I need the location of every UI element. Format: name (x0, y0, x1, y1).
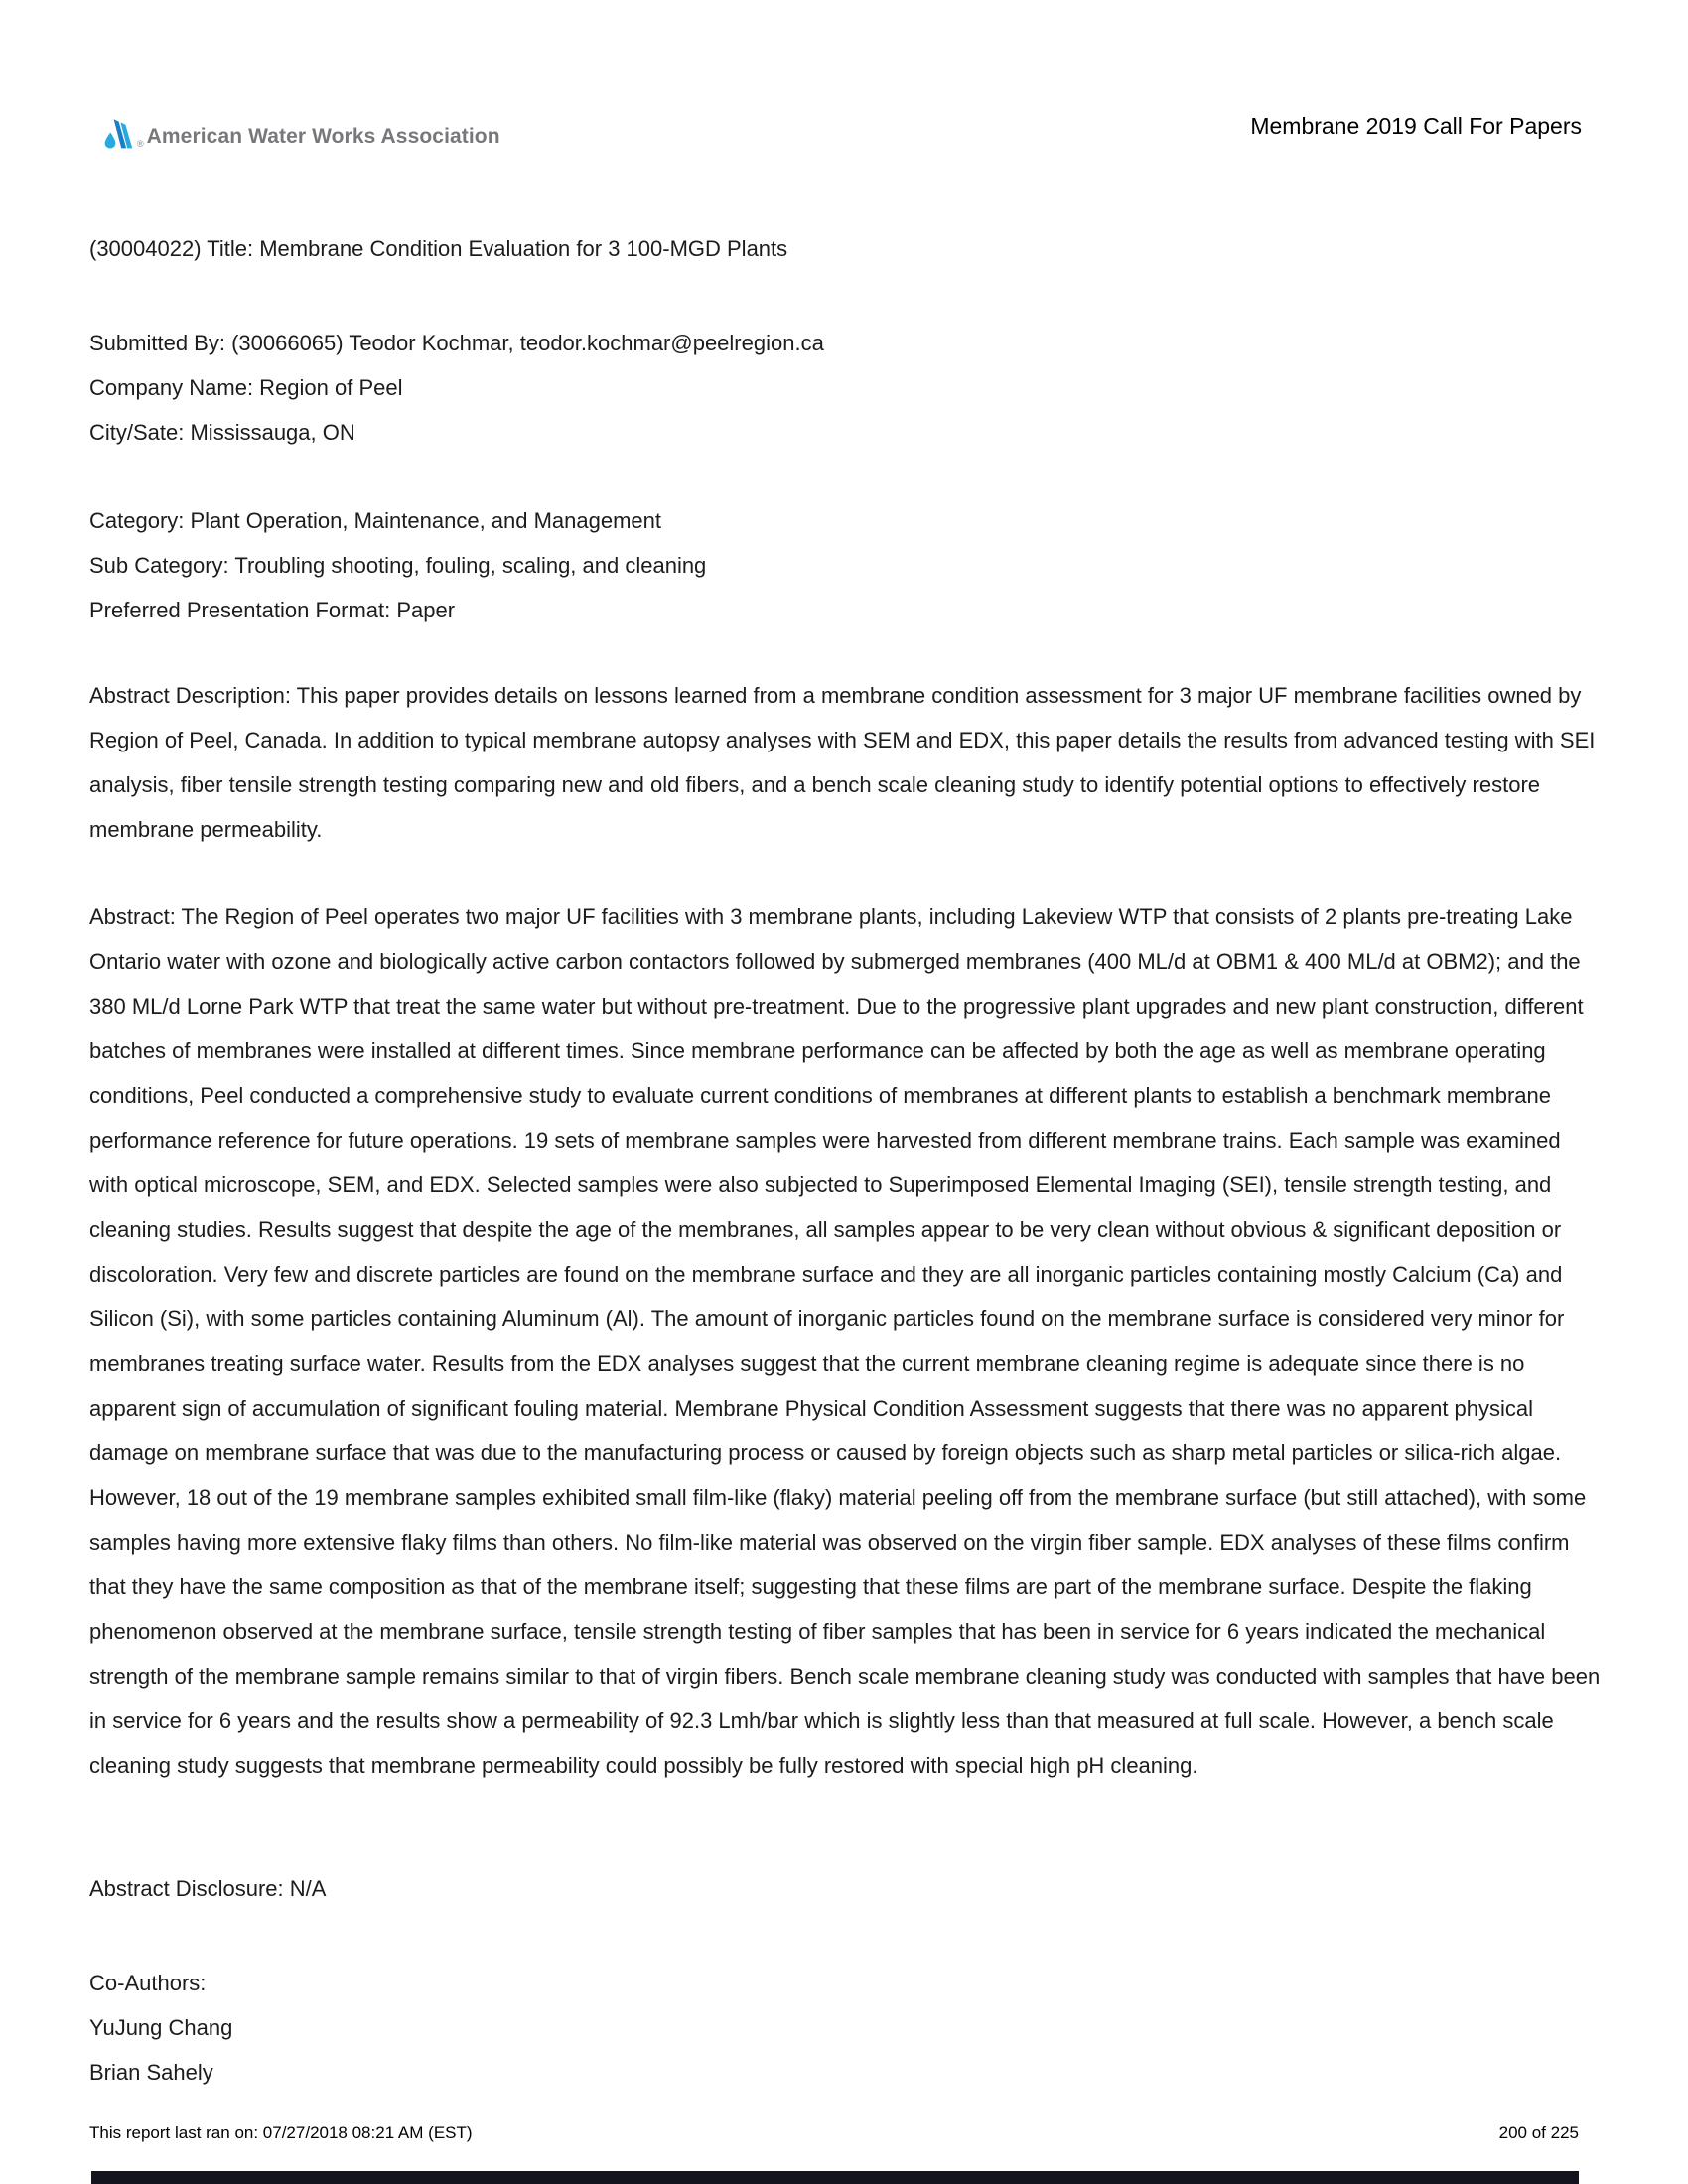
sub-category-line: Sub Category: Troubling shooting, fouling, scaling, and cleaning (89, 553, 707, 578)
presentation-format-line: Preferred Presentation Format: Paper (89, 598, 456, 622)
report-title: Membrane 2019 Call For Papers (1250, 113, 1582, 139)
co-author-name: YuJung Chang (89, 2015, 233, 2040)
next-page-edge (91, 2171, 1579, 2184)
abstract-paragraph: Abstract: The Region of Peel operates two major UF facilities with 3 membrane plants, including Lakeview WTP that consists of 2 plants pre-treating Lake Ontario water with ozone and biologically active carbon contactors followed by submerged membranes (400 ML/d at OBM1 & 400 ML/d at OBM2); and the 380 ML/d Lorne Park WTP that treat the same water but without pre-treatment. Due to the progressive plant upgrades and new plant construction, different batches of membranes were installed at different times. Since membrane performance can be affected by both the age as well as membrane operating conditions, Peel conducted a comprehensive study to evaluate current conditions of membranes at different plants to establish a benchmark membrane performance reference for future operations. 19 sets of membrane samples were harvested from different membrane trains. Each sample was examined with optical microscope, SEM, and EDX. Selected samples were also subjected to Superimposed Elemental Imaging (SEI), tensile strength testing, and cleaning studies. Results suggest that despite the age of the membranes, all samples appear to be very clean without obvious & significant deposition or discoloration. Very few and discrete particles are found on the membrane surface and they are all inorganic particles containing mostly Calcium (Ca) and Silicon (Si), with some particles containing Aluminum (Al). The amount of inorganic particles found on the membrane surface is considered very minor for membranes treating surface water. Results from the EDX analyses suggest that the current membrane cleaning regime is adequate since there is no apparent sign of accumulation of significant fouling material. Membrane Physical Condition Assessment suggests that there was no apparent physical damage on membrane surface that was due to the manufacturing process or caused by foreign objects such as sharp metal particles or silica-rich algae. However, 18 out of the 19 membrane samples exhibited small film-like (flaky) material peeling off from the membrane surface (but still attached), with some samples having more extensive flaky films than others. No film-like material was observed on the virgin fiber sample. EDX analyses of these films confirm that they have the same composition as that of the membrane itself; suggesting that these films are part of the membrane surface. Despite the flaking phenomenon observed at the membrane surface, tensile strength testing of fiber samples that has been in service for 6 years indicated the mechanical strength of the membrane sample remains similar to that of virgin fibers. Bench scale membrane cleaning study was conducted with samples that have been in service for 6 years and the results show a permeability of 92.3 Lmh/bar which is slightly less than that measured at full scale. However, a bench scale cleaning study suggests that membrane permeability could possibly be fully restored with special high pH cleaning. (89, 904, 1601, 1778)
co-authors-label: Co-Authors: (89, 1971, 207, 1995)
company-name-line: Company Name: Region of Peel (89, 375, 403, 400)
abstract-disclosure-line: Abstract Disclosure: N/A (89, 1876, 327, 1901)
co-authors-block (89, 1961, 1599, 2095)
co-author-name: Brian Sahely (89, 2060, 213, 2085)
category-info-block (89, 498, 1599, 632)
registered-mark: ® (137, 139, 144, 149)
report-last-ran-text: This report last ran on: 07/27/2018 08:21 AM (EST) (89, 2123, 473, 2142)
awwa-logo (102, 117, 500, 150)
city-state-line: City/Sate: Mississauga, ON (89, 420, 355, 445)
submitted-by-line: Submitted By: (30066065) Teodor Kochmar, teodor.kochmar@peelregion.ca (89, 331, 824, 355)
abstract-description-paragraph: Abstract Description: This paper provides details on lessons learned from a membrane condition assessment for 3 major UF membrane facilities owned by Region of Peel, Canada. In addition to typical membrane autopsy analyses with SEM and EDX, this paper details the results from advanced testing with SEI analysis, fiber tensile strength testing comparing new and old fibers, and a bench scale cleaning study to identify potential options to effectively restore membrane permeability. (89, 683, 1596, 842)
water-drop-icon (102, 117, 136, 150)
page-number: 200 of 225 (1498, 2123, 1579, 2142)
awwa-logo-text: American Water Works Association (146, 125, 500, 148)
category-line: Category: Plant Operation, Maintenance, and Management (89, 508, 662, 533)
submitter-info-block (89, 321, 1599, 455)
abstract-title-line: (30004022) Title: Membrane Condition Evaluation for 3 100-MGD Plants (89, 236, 788, 261)
